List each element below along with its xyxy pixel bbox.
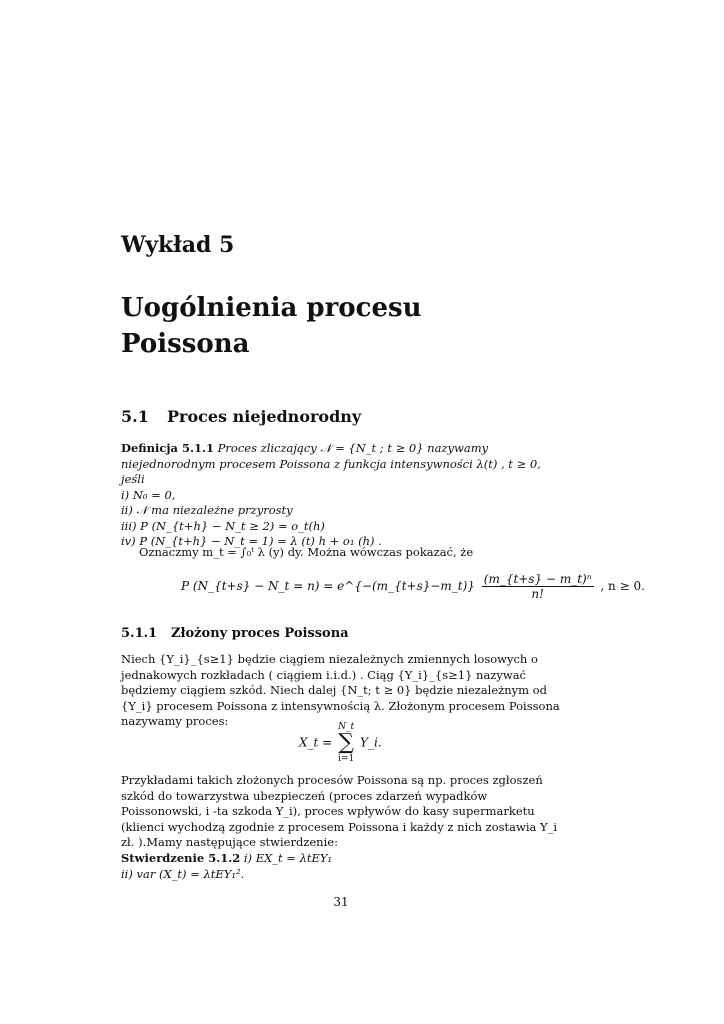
sum-upper-limit: N_t <box>338 722 355 732</box>
definition-condition: iii) P (N_{t+h} − N_t ≥ 2) = o_t(h) <box>121 518 325 533</box>
chapter-title: Uogólnienia procesu Poissona <box>121 293 422 359</box>
chapter-label: Wykład 5 <box>121 232 235 258</box>
after-definition-paragraph: Oznaczmy m_t = ∫₀ᵗ λ (y) dy. Można wówczas pokazać, że <box>139 545 474 559</box>
definition-label: Definicja 5.1.1 <box>121 441 215 455</box>
equation-lhs: P (N_{t+s} − N_t = n) = e^{−(m_{t+s}−m_t)} <box>181 579 475 593</box>
definition-condition: ii) 𝒩 ma niezależne przyrosty <box>121 503 293 517</box>
sigma-symbol: ∑ <box>338 730 354 755</box>
sum-lower-limit: i=1 <box>338 754 355 764</box>
equation-compound-sum <box>299 722 382 764</box>
section-number: 5.1 <box>121 407 149 426</box>
section-heading <box>121 407 361 426</box>
section-title: Proces niejednorodny <box>167 407 362 426</box>
fraction-numerator: (m_{t+s} − m_t)ⁿ <box>483 572 592 586</box>
definition-condition: i) N₀ = 0, <box>121 487 176 502</box>
statement-line-1: i) EX_t = λtEY₁ <box>243 851 333 865</box>
equation-rhs: Y_i. <box>360 735 382 750</box>
statement-label: Stwierdzenie 5.1.2 <box>121 851 241 865</box>
paragraph-compound-intro: Niech {Y_i}_{s≥1} będzie ciągiem niezależnych zmiennych losowych o jednakowych rozkładach ( ciągiem i.i.d.) . Ciąg {Y_i}_{s≥1} nazywać będziemy ciągiem szkód. Niech dalej {N_t; t ≥ 0} będzie niezależnym od {Y_i} procesem Poissona z intensywnością λ. Złożonym procesem Poissona nazywamy proces: <box>121 652 560 728</box>
fraction-denominator: n! <box>531 587 544 601</box>
subsection-title: Złożony proces Poissona <box>171 626 349 641</box>
page-number: 31 <box>333 895 349 909</box>
summation <box>338 722 354 764</box>
paragraph-examples: Przykładami takich złożonych procesów Poissona są np. proces zgłoszeń szkód do towarzystwa ubezpieczeń (proces zdarzeń wypadków Poissonowski, i -ta szkoda Y_i), proces wpływów do kasy supermarketu (klienci wychodzą zgodnie z procesem Poissona i każdy z nich zostawia Y_i zł. ).Mamy następujące stwierdzenie: <box>121 773 558 849</box>
statement-block <box>121 851 561 882</box>
definition-block <box>121 441 561 550</box>
equation-poisson-increment <box>181 572 645 601</box>
definition-text: Proces zliczający 𝒩 = {N_t ; t ≥ 0} nazywamy niejednorodnym procesem Poissona z funkcja intensywności λ(t) , t ≥ 0, jeśli <box>121 441 541 486</box>
subsection-number: 5.1.1 <box>121 626 158 641</box>
definition-condition: iv) P (N_{t+h} − N_t = 1) = λ (t) h + o₁ (h) . <box>121 534 382 548</box>
subsection-heading <box>121 626 349 641</box>
equation-fraction <box>482 572 594 601</box>
statement-line-2: ii) var (X_t) = λtEY₁². <box>121 866 245 881</box>
equation-tail: , n ≥ 0. <box>600 579 645 593</box>
equation-lhs: X_t = <box>299 735 333 750</box>
